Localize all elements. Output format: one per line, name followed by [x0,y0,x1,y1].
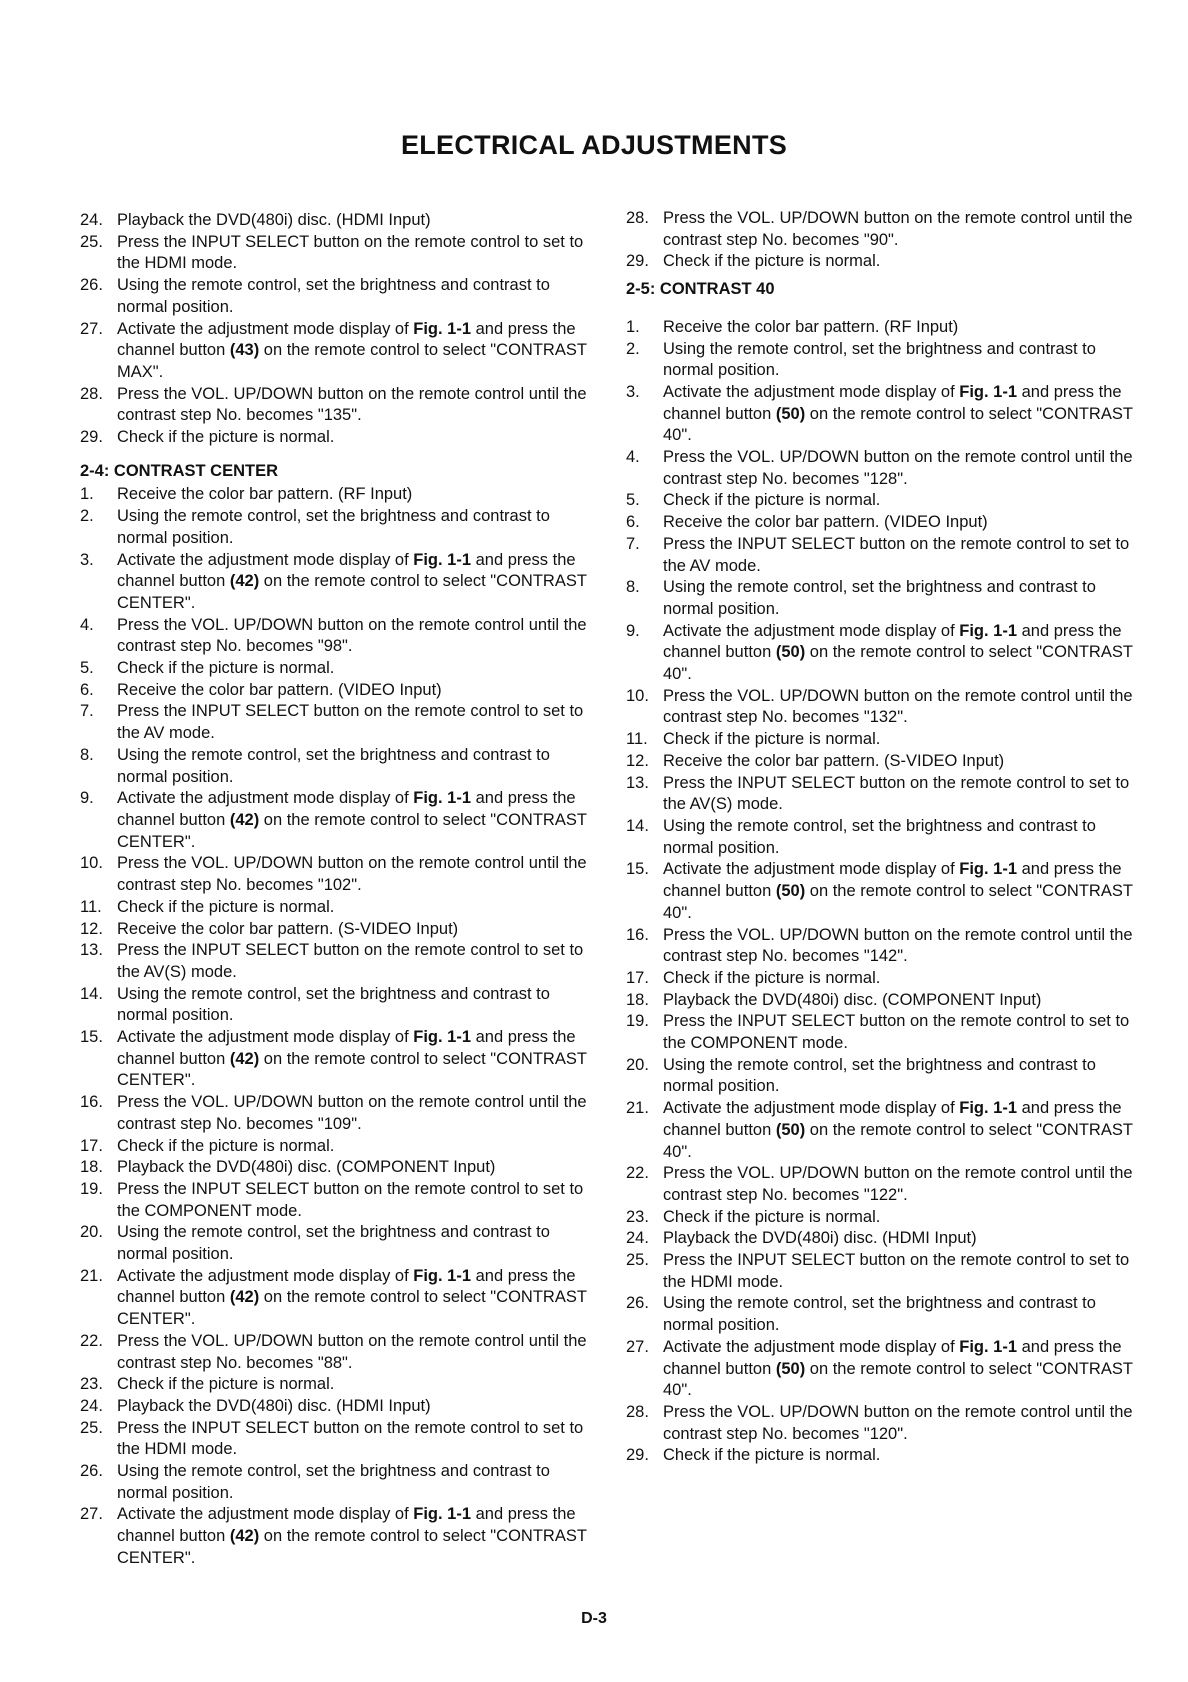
item-text: Receive the color bar pattern. (VIDEO Input) [663,513,988,532]
item-number: 22. [626,1164,649,1183]
item-text: Using the remote control, set the brightness and contrast to normal position. [117,1223,550,1264]
item-text-bold: Fig. 1-1 [413,1266,472,1285]
item-text: Check if the picture is normal. [663,730,881,749]
item-text: Press the VOL. UP/DOWN button on the remote control until the contrast step No. becomes "132". [663,686,1133,727]
list-item [80,1331,590,1374]
item-number: 26. [80,276,103,295]
item-number: 18. [80,1158,103,1177]
item-text: Check if the picture is normal. [117,1375,335,1394]
list-item [626,1402,1138,1445]
item-number: 23. [626,1207,649,1226]
item-text-part: and press the channel button [117,1266,576,1307]
item-number: 10. [80,854,103,873]
item-number: 11. [626,730,648,749]
item-number: 20. [626,1055,649,1074]
item-number: 9. [626,621,640,640]
list-item [626,208,1138,251]
item-number: 27. [80,1505,103,1524]
item-text-part: and press the channel button [117,1505,576,1546]
item-number: 21. [80,1266,103,1285]
item-text: Press the VOL. UP/DOWN button on the remote control until the contrast step No. becomes "120". [663,1402,1133,1443]
list-item [626,968,1138,990]
item-text-bold: (50) [775,404,806,423]
item-text: Press the VOL. UP/DOWN button on the remote control until the contrast step No. becomes "88". [117,1331,587,1372]
item-number: 11. [80,897,102,916]
list-item [626,729,1138,751]
item-text-part: and press the channel button [117,1028,576,1068]
list-item [80,658,590,680]
item-number: 1. [80,485,94,504]
list-item [80,1027,590,1092]
item-text-part: and press the channel button [117,319,576,360]
item-number: 29. [626,252,649,271]
item-text: Receive the color bar pattern. (S-VIDEO Input) [663,751,1005,770]
item-text: Using the remote control, set the brightness and contrast to normal position. [663,816,1096,857]
item-text-bold: Fig. 1-1 [413,550,472,569]
item-number: 25. [626,1251,649,1270]
item-text-part: on the remote control to select "CONTRAST CENTER". [117,810,587,851]
item-text: Receive the color bar pattern. (RF Input) [117,485,413,504]
item-number: 8. [626,578,640,597]
item-text-bold: Fig. 1-1 [413,1028,472,1047]
list-item [80,1092,590,1135]
item-number: 12. [80,919,103,938]
list-item [80,210,590,232]
item-text-part: Activate the adjustment mode display of [663,1099,960,1118]
item-text: Receive the color bar pattern. (RF Input) [663,317,959,336]
list-item [80,1179,590,1222]
list-item [80,550,590,615]
item-text-part: on the remote control to select "CONTRAST CENTER". [117,1527,587,1567]
list-item [626,1250,1138,1293]
item-text: Press the VOL. UP/DOWN button on the remote control until the contrast step No. becomes "128". [663,448,1133,488]
item-number: 2. [626,339,640,358]
item-text: Playback the DVD(480i) disc. (HDMI Input) [663,1229,977,1248]
list-item [80,1222,590,1265]
item-text-part: Activate the adjustment mode display of [117,319,414,338]
item-number: 7. [626,534,640,553]
list-item [626,1207,1138,1229]
section-heading: 2-5: CONTRAST 40 [626,280,775,299]
item-text: Press the INPUT SELECT button on the remote control to set to the AV(S) mode. [117,941,584,981]
list-item [80,506,590,549]
item-text-bold: (42) [229,1288,260,1307]
list-item [80,232,590,275]
item-text-bold: (50) [775,1359,806,1378]
item-text-part: and press the channel button [117,789,576,829]
item-text-part: on the remote control to select "CONTRAST 40". [663,882,1133,922]
item-text: Receive the color bar pattern. (VIDEO Input) [117,680,442,699]
item-text: Using the remote control, set the brightness and contrast to normal position. [663,1055,1096,1096]
item-text-bold: (42) [229,1527,260,1546]
item-number: 29. [80,428,103,447]
item-text: Check if the picture is normal. [663,491,881,510]
item-text-bold: (42) [229,1049,260,1068]
item-text-part: Activate the adjustment mode display of [663,1337,960,1356]
item-text: Check if the picture is normal. [117,659,335,678]
item-text-part: Activate the adjustment mode display of [663,382,960,401]
item-number: 28. [626,1402,649,1421]
item-text: Press the INPUT SELECT button on the remote control to set to the HDMI mode. [117,232,584,273]
list-item [80,1396,590,1418]
item-number: 24. [80,211,103,229]
item-number: 13. [626,773,649,792]
item-text [663,860,1133,921]
list-item [80,1266,590,1331]
item-number: 25. [80,232,103,251]
item-text [117,320,587,381]
list-item [626,577,1138,620]
right-column [626,208,1138,1467]
list-item [626,773,1138,816]
item-number: 27. [626,1337,649,1356]
item-number: 10. [626,686,649,705]
list-item [80,427,590,449]
item-text: Check if the picture is normal. [117,1136,335,1155]
list-item [626,990,1138,1012]
item-number: 28. [626,209,649,227]
list-item [80,615,590,658]
list-item [80,984,590,1027]
item-text-part: Activate the adjustment mode display of [117,789,414,808]
item-text-part: on the remote control to select "CONTRAST CENTER". [117,572,587,612]
list-item [626,1337,1138,1402]
item-number: 25. [80,1418,103,1437]
item-text: Check if the picture is normal. [663,252,881,271]
list-item [80,1418,590,1461]
item-text: Press the INPUT SELECT button on the remote control to set to the COMPONENT mode. [663,1012,1130,1053]
item-text: Check if the picture is normal. [663,1207,881,1226]
item-text: Using the remote control, set the brightness and contrast to normal position. [663,1294,1096,1335]
item-text: Press the INPUT SELECT button on the remote control to set to the AV(S) mode. [663,773,1130,814]
item-text-part: on the remote control to select "CONTRAST MAX". [117,341,587,381]
item-text-part: on the remote control to select "CONTRAST 40". [663,1359,1133,1400]
item-text: Press the VOL. UP/DOWN button on the remote control until the contrast step No. becomes "90". [663,209,1133,249]
item-number: 27. [80,319,103,338]
item-text-part: Activate the adjustment mode display of [663,621,960,640]
list-item [626,1011,1138,1054]
item-text: Press the INPUT SELECT button on the remote control to set to the AV mode. [663,534,1130,575]
list-item [626,490,1138,512]
list-item [626,859,1138,924]
item-number: 23. [80,1375,103,1394]
left-column [80,210,590,1570]
item-text: Press the VOL. UP/DOWN button on the remote control until the contrast step No. becomes "98". [117,615,587,656]
list-item [626,1055,1138,1098]
item-number: 28. [80,384,103,403]
list-item [80,1136,590,1158]
list-item [80,484,590,506]
item-text: Playback the DVD(480i) disc. (HDMI Input) [117,211,431,229]
item-text: Using the remote control, set the brightness and contrast to normal position. [663,578,1096,618]
item-number: 4. [626,448,640,467]
list-item [626,1445,1138,1467]
item-text-part: and press the channel button [663,860,1122,901]
item-text: Press the VOL. UP/DOWN button on the remote control until the contrast step No. becomes "122". [663,1164,1133,1204]
item-text-bold: Fig. 1-1 [959,1337,1018,1356]
list-item [626,686,1138,729]
item-number: 26. [80,1462,103,1481]
list-item [80,384,590,427]
item-number: 24. [626,1229,649,1248]
item-number: 9. [80,789,94,808]
item-text [117,551,587,612]
list-item [626,339,1138,382]
item-number: 29. [626,1446,649,1465]
item-text-bold: (43) [229,341,260,360]
item-text [663,1099,1133,1160]
list-item [80,1374,590,1396]
item-text: Receive the color bar pattern. (S-VIDEO Input) [117,919,459,938]
item-text: Press the VOL. UP/DOWN button on the remote control until the contrast step No. becomes "102". [117,854,587,895]
item-text: Using the remote control, set the brightness and contrast to normal position. [117,507,550,547]
item-text: Press the VOL. UP/DOWN button on the remote control until the contrast step No. becomes "109". [117,1093,587,1133]
section-heading: 2-4: CONTRAST CENTER [80,461,279,480]
list-item [626,534,1138,577]
item-number: 17. [626,968,649,987]
item-number: 20. [80,1223,103,1242]
item-text-bold: (42) [229,810,260,829]
item-text: Press the INPUT SELECT button on the remote control to set to the HDMI mode. [117,1418,584,1459]
item-text-part: and press the channel button [663,1337,1122,1378]
item-text [663,622,1133,683]
item-text [663,383,1133,444]
item-text: Using the remote control, set the brightness and contrast to normal position. [117,1462,550,1502]
item-text-part: Activate the adjustment mode display of [117,1266,414,1285]
list-item [80,680,590,702]
list-item [80,1504,590,1569]
item-text: Check if the picture is normal. [117,897,335,916]
list-item [626,1098,1138,1163]
page-number: D-3 [581,1610,607,1627]
item-text-bold: (50) [775,882,806,901]
item-text-bold: (50) [775,1120,806,1139]
list-item [626,751,1138,773]
item-text: Press the INPUT SELECT button on the remote control to set to the COMPONENT mode. [117,1179,584,1220]
item-number: 26. [626,1294,649,1313]
item-text: Press the INPUT SELECT button on the remote control to set to the HDMI mode. [663,1251,1130,1291]
item-text [117,1505,587,1566]
item-text [117,789,587,850]
item-number: 3. [80,550,94,569]
list-item [80,745,590,788]
item-text-part: on the remote control to select "CONTRAST 40". [663,643,1133,684]
item-number: 21. [626,1099,649,1118]
list-item [80,897,590,919]
item-text: Press the VOL. UP/DOWN button on the remote control until the contrast step No. becomes "135". [117,384,587,425]
item-text-bold: Fig. 1-1 [959,860,1018,879]
item-number: 19. [626,1012,649,1031]
item-text-part: on the remote control to select "CONTRAST 40". [663,404,1133,445]
item-number: 15. [626,860,649,879]
item-number: 6. [80,680,94,699]
item-text-bold: Fig. 1-1 [959,621,1018,640]
list-item [626,816,1138,859]
item-number: 19. [80,1179,103,1198]
list-item [80,853,590,896]
item-text-bold: Fig. 1-1 [413,1505,472,1524]
item-text-part: on the remote control to select "CONTRAST 40". [663,1120,1133,1161]
item-text-part: on the remote control to select "CONTRAST CENTER". [117,1049,587,1090]
item-text: Check if the picture is normal. [663,968,881,987]
item-number: 14. [80,984,103,1003]
item-text-part: and press the channel button [663,1099,1122,1139]
item-text [117,1267,587,1328]
item-number: 5. [80,659,94,678]
list-item [80,319,590,384]
item-text-bold: Fig. 1-1 [413,319,472,338]
list-item [80,940,590,983]
item-text: Playback the DVD(480i) disc. (COMPONENT Input) [117,1158,496,1177]
list-item [626,317,1138,339]
item-text: Using the remote control, set the brightness and contrast to normal position. [663,339,1096,380]
item-text: Check if the picture is normal. [663,1446,881,1465]
item-number: 1. [626,317,640,336]
list-item [80,788,590,853]
item-number: 18. [626,990,649,1009]
item-number: 3. [626,382,640,401]
item-number: 8. [80,745,94,764]
list-item [626,1293,1138,1336]
item-text: Check if the picture is normal. [117,428,335,447]
list-item [626,447,1138,490]
list-item [626,1228,1138,1250]
item-text: Playback the DVD(480i) disc. (HDMI Input) [117,1396,431,1415]
list-item [80,275,590,318]
item-text-part: and press the channel button [663,621,1122,662]
item-text-part: on the remote control to select "CONTRAST CENTER". [117,1288,587,1329]
list-item [80,1461,590,1504]
list-item [626,1163,1138,1206]
item-text: Press the INPUT SELECT button on the remote control to set to the AV mode. [117,702,584,743]
item-number: 6. [626,513,640,532]
item-number: 7. [80,702,94,721]
item-number: 13. [80,941,103,960]
item-text: Press the VOL. UP/DOWN button on the remote control until the contrast step No. becomes "142". [663,925,1133,966]
item-text-part: Activate the adjustment mode display of [117,1028,414,1047]
item-text-bold: Fig. 1-1 [413,789,472,808]
list-item [626,251,1138,273]
item-number: 17. [80,1136,103,1155]
item-number: 12. [626,751,649,770]
item-text: Playback the DVD(480i) disc. (COMPONENT Input) [663,990,1042,1009]
item-text-bold: (50) [775,643,806,662]
list-item [626,621,1138,686]
item-number: 2. [80,507,94,526]
item-number: 4. [80,615,94,634]
item-text [663,1338,1133,1399]
item-number: 5. [626,491,640,510]
item-number: 15. [80,1028,103,1047]
list-item [626,382,1138,447]
list-item [80,701,590,744]
item-number: 24. [80,1396,103,1415]
list-item [80,919,590,941]
item-text: Using the remote control, set the brightness and contrast to normal position. [117,745,550,786]
list-item [626,925,1138,968]
item-number: 14. [626,816,649,835]
item-text-bold: Fig. 1-1 [959,1099,1018,1118]
list-item [626,512,1138,534]
page-title: ELECTRICAL ADJUSTMENTS [400,130,788,160]
list-item [80,1157,590,1179]
item-text-bold: (42) [229,572,260,591]
item-text-part: Activate the adjustment mode display of [117,550,414,569]
item-text-part: and press the channel button [117,550,576,591]
item-text-bold: Fig. 1-1 [959,382,1018,401]
item-text-part: and press the channel button [663,382,1122,423]
item-number: 16. [626,925,649,944]
item-text-part: Activate the adjustment mode display of [117,1505,414,1524]
item-text-part: Activate the adjustment mode display of [663,860,960,879]
item-text [117,1028,587,1089]
item-text: Using the remote control, set the brightness and contrast to normal position. [117,984,550,1025]
item-number: 16. [80,1093,103,1112]
item-number: 22. [80,1331,103,1350]
item-text: Using the remote control, set the brightness and contrast to normal position. [117,276,550,316]
